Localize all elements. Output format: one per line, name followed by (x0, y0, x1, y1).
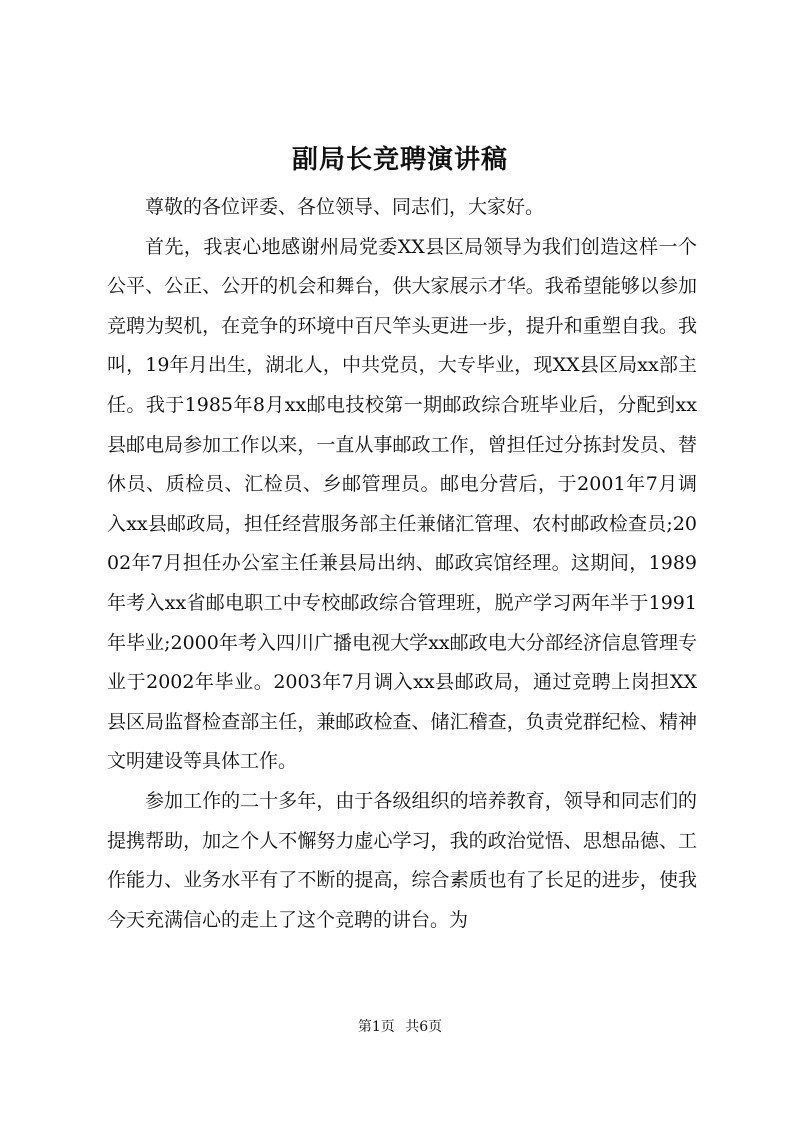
page-footer (0, 1017, 800, 1037)
paragraph-introduction: 首先，我衷心地感谢州局党委XX县区局领导为我们创造这样一个公平、公正、公开的机会和舞台，供大家展示才华。我希望能够以参加竞聘为契机，在竞争的环境中百尺竿头更进一步，提升和重塑自我。我叫，19年月出生，湖北人，中共党员，大专毕业，现XX县区局xx部主任。我于1985年8月xx邮电技校第一期邮政综合班毕业后，分配到xx县邮电局参加工作以来，一直从事邮政工作，曾担任过分拣封发员、替休员、质检员、汇检员、乡邮管理员。邮电分营后，于2001年7月调入xx县邮政局，担任经营服务部主任兼储汇管理、农村邮政检查员;2002年7月担任办公室主任兼县局出纳、邮政宾馆经理。这期间，1989年考入xx省邮电职工中专校邮政综合管理班，脱产学习两年半于1991年毕业;2000年考入四川广播电视大学xx邮政电大分部经济信息管理专业于2002年毕业。2003年7月调入xx县邮政局，通过竞聘上岗担XX县区局监督检查部主任，兼邮政检查、储汇稽查，负责党群纪检、精神文明建设等具体工作。 (107, 235, 697, 773)
document-body (107, 188, 697, 940)
paragraph-experience: 参加工作的二十多年，由于各级组织的培养教育，领导和同志们的提携帮助，加之个人不懈努力虚心学习，我的政治觉悟、思想品德、工作能力、业务水平有了不断的提高，综合素质也有了长足的进步，使我今天充满信心的走上了这个竞聘的讲台。为 (107, 789, 697, 931)
document-title: 副局长竞聘演讲稿 (291, 145, 508, 175)
page-total: 共6页 (405, 1019, 443, 1035)
page-number: 第1页 (357, 1019, 395, 1035)
paragraph-greeting: 尊敬的各位评委、各位领导、同志们，大家好。 (145, 196, 545, 218)
